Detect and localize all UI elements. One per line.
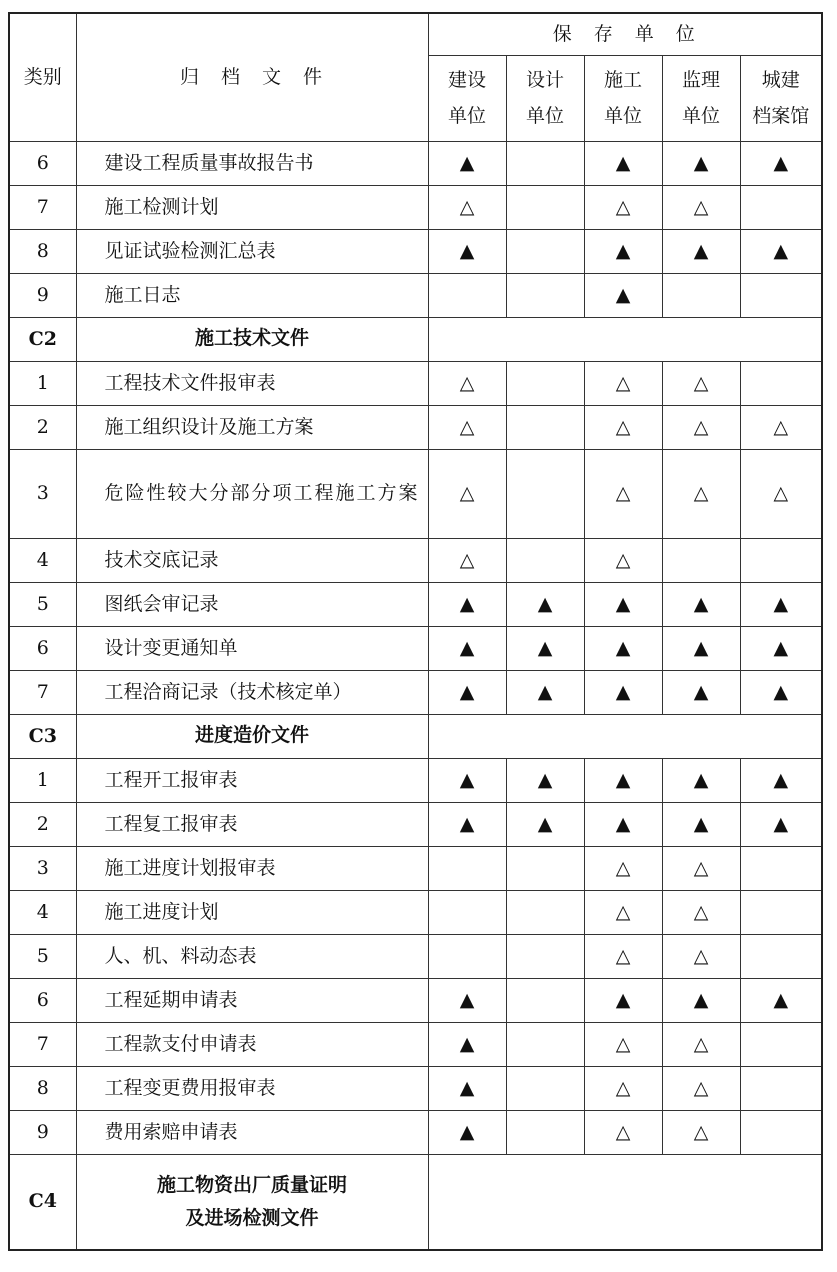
mark-supervisor: △ (662, 846, 740, 890)
table-row (9, 361, 822, 405)
section-row (9, 714, 822, 758)
row-number: 5 (9, 582, 76, 626)
mark-designer (506, 273, 584, 317)
mark-archive (740, 361, 822, 405)
row-number: 6 (9, 626, 76, 670)
document-name: 设计变更通知单 (76, 626, 428, 670)
section-title: 施工物资出厂质量证明 及进场检测文件 (76, 1154, 428, 1250)
mark-supervisor: ▲ (662, 229, 740, 273)
mark-contractor: ▲ (584, 626, 662, 670)
header-retention-group: 保存单位 (428, 13, 822, 55)
row-number: 4 (9, 890, 76, 934)
mark-supervisor (662, 538, 740, 582)
mark-contractor: ▲ (584, 758, 662, 802)
mark-archive: ▲ (740, 141, 822, 185)
mark-archive: ▲ (740, 582, 822, 626)
document-name: 技术交底记录 (76, 538, 428, 582)
mark-contractor: ▲ (584, 273, 662, 317)
mark-contractor: ▲ (584, 670, 662, 714)
mark-owner: ▲ (428, 1110, 506, 1154)
mark-owner: ▲ (428, 802, 506, 846)
row-number: 7 (9, 670, 76, 714)
mark-supervisor: △ (662, 1022, 740, 1066)
document-name: 工程技术文件报审表 (76, 361, 428, 405)
mark-owner (428, 273, 506, 317)
mark-owner: △ (428, 538, 506, 582)
section-blank-cell (428, 714, 822, 758)
mark-designer: ▲ (506, 582, 584, 626)
row-number: 7 (9, 185, 76, 229)
table-row (9, 846, 822, 890)
mark-designer (506, 1110, 584, 1154)
row-number: 3 (9, 846, 76, 890)
header-unit-designer: 设计 单位 (506, 55, 584, 141)
row-number: 8 (9, 1066, 76, 1110)
mark-contractor: ▲ (584, 978, 662, 1022)
document-name: 工程变更费用报审表 (76, 1066, 428, 1110)
mark-supervisor: △ (662, 1066, 740, 1110)
table-body (9, 141, 822, 1250)
mark-owner: △ (428, 361, 506, 405)
header-unit-contractor: 施工 单位 (584, 55, 662, 141)
mark-supervisor: △ (662, 405, 740, 449)
mark-archive (740, 1110, 822, 1154)
mark-owner: ▲ (428, 1066, 506, 1110)
section-code: C3 (9, 714, 76, 758)
mark-supervisor: △ (662, 361, 740, 405)
header-category: 类别 (9, 13, 76, 141)
mark-supervisor: △ (662, 185, 740, 229)
section-row (9, 317, 822, 361)
mark-owner (428, 846, 506, 890)
table-row (9, 1110, 822, 1154)
mark-contractor: △ (584, 846, 662, 890)
mark-archive (740, 1066, 822, 1110)
mark-designer (506, 934, 584, 978)
document-name: 工程款支付申请表 (76, 1022, 428, 1066)
mark-designer (506, 361, 584, 405)
mark-designer (506, 890, 584, 934)
mark-archive: ▲ (740, 758, 822, 802)
document-name: 工程复工报审表 (76, 802, 428, 846)
document-name: 危险性较大分部分项工程施工方案 (76, 449, 428, 538)
mark-owner (428, 934, 506, 978)
section-blank-cell (428, 1154, 822, 1250)
section-title: 施工技术文件 (76, 317, 428, 361)
mark-archive (740, 890, 822, 934)
mark-owner: △ (428, 185, 506, 229)
mark-supervisor: △ (662, 1110, 740, 1154)
document-name: 施工进度计划报审表 (76, 846, 428, 890)
mark-archive (740, 273, 822, 317)
mark-designer: ▲ (506, 670, 584, 714)
mark-contractor: △ (584, 1066, 662, 1110)
header-row-group (9, 13, 822, 55)
mark-designer (506, 1066, 584, 1110)
mark-contractor: △ (584, 934, 662, 978)
mark-owner: ▲ (428, 670, 506, 714)
document-name: 费用索赔申请表 (76, 1110, 428, 1154)
mark-archive: ▲ (740, 978, 822, 1022)
mark-owner: △ (428, 449, 506, 538)
mark-designer (506, 538, 584, 582)
row-number: 3 (9, 449, 76, 538)
header-unit-supervisor: 监理 单位 (662, 55, 740, 141)
row-number: 5 (9, 934, 76, 978)
document-name: 施工组织设计及施工方案 (76, 405, 428, 449)
table-row (9, 934, 822, 978)
row-number: 2 (9, 802, 76, 846)
mark-owner: ▲ (428, 582, 506, 626)
mark-archive: ▲ (740, 626, 822, 670)
mark-designer (506, 229, 584, 273)
mark-supervisor: ▲ (662, 670, 740, 714)
mark-contractor: ▲ (584, 229, 662, 273)
header-document: 归档文件 (76, 13, 428, 141)
mark-archive: △ (740, 405, 822, 449)
row-number: 1 (9, 361, 76, 405)
mark-designer (506, 449, 584, 538)
mark-designer: ▲ (506, 802, 584, 846)
table-row (9, 229, 822, 273)
document-name: 施工进度计划 (76, 890, 428, 934)
mark-archive (740, 1022, 822, 1066)
archive-table (8, 12, 823, 1251)
document-name: 图纸会审记录 (76, 582, 428, 626)
document-name: 见证试验检测汇总表 (76, 229, 428, 273)
mark-designer (506, 405, 584, 449)
mark-designer (506, 185, 584, 229)
document-name: 施工检测计划 (76, 185, 428, 229)
row-number: 4 (9, 538, 76, 582)
table-row (9, 802, 822, 846)
mark-archive (740, 538, 822, 582)
section-blank-cell (428, 317, 822, 361)
mark-owner: ▲ (428, 978, 506, 1022)
section-row (9, 1154, 822, 1250)
mark-designer (506, 141, 584, 185)
table-row (9, 582, 822, 626)
mark-designer (506, 1022, 584, 1066)
mark-owner: ▲ (428, 626, 506, 670)
mark-owner: ▲ (428, 758, 506, 802)
mark-supervisor: ▲ (662, 626, 740, 670)
mark-supervisor: △ (662, 934, 740, 978)
mark-supervisor: △ (662, 890, 740, 934)
mark-archive: ▲ (740, 802, 822, 846)
document-name: 人、机、料动态表 (76, 934, 428, 978)
mark-supervisor: ▲ (662, 978, 740, 1022)
section-code: C4 (9, 1154, 76, 1250)
mark-archive: ▲ (740, 229, 822, 273)
table-row (9, 141, 822, 185)
mark-owner: ▲ (428, 141, 506, 185)
document-name: 施工日志 (76, 273, 428, 317)
row-number: 9 (9, 1110, 76, 1154)
mark-owner: △ (428, 405, 506, 449)
mark-owner (428, 890, 506, 934)
mark-archive (740, 846, 822, 890)
row-number: 2 (9, 405, 76, 449)
table-row (9, 1022, 822, 1066)
table-row (9, 758, 822, 802)
row-number: 6 (9, 141, 76, 185)
mark-archive: △ (740, 449, 822, 538)
mark-contractor: △ (584, 361, 662, 405)
mark-supervisor: ▲ (662, 141, 740, 185)
table-row (9, 405, 822, 449)
header-unit-archive: 城建 档案馆 (740, 55, 822, 141)
mark-archive: ▲ (740, 670, 822, 714)
mark-contractor: ▲ (584, 582, 662, 626)
table-row (9, 670, 822, 714)
header-unit-owner: 建设 单位 (428, 55, 506, 141)
table-row (9, 449, 822, 538)
mark-owner: ▲ (428, 1022, 506, 1066)
document-name: 工程延期申请表 (76, 978, 428, 1022)
mark-contractor: △ (584, 890, 662, 934)
mark-supervisor: ▲ (662, 582, 740, 626)
table-row (9, 1066, 822, 1110)
row-number: 6 (9, 978, 76, 1022)
row-number: 9 (9, 273, 76, 317)
table-row (9, 626, 822, 670)
mark-designer: ▲ (506, 626, 584, 670)
mark-contractor: ▲ (584, 802, 662, 846)
mark-archive (740, 185, 822, 229)
table-row (9, 538, 822, 582)
row-number: 7 (9, 1022, 76, 1066)
table-row (9, 890, 822, 934)
row-number: 8 (9, 229, 76, 273)
mark-contractor: △ (584, 405, 662, 449)
document-name: 工程开工报审表 (76, 758, 428, 802)
mark-owner: ▲ (428, 229, 506, 273)
table-row (9, 978, 822, 1022)
mark-contractor: △ (584, 1110, 662, 1154)
mark-supervisor: △ (662, 449, 740, 538)
mark-contractor: ▲ (584, 141, 662, 185)
mark-designer (506, 846, 584, 890)
row-number: 1 (9, 758, 76, 802)
section-code: C2 (9, 317, 76, 361)
document-name: 建设工程质量事故报告书 (76, 141, 428, 185)
mark-supervisor (662, 273, 740, 317)
mark-designer (506, 978, 584, 1022)
table-row (9, 273, 822, 317)
mark-contractor: △ (584, 1022, 662, 1066)
section-title: 进度造价文件 (76, 714, 428, 758)
mark-supervisor: ▲ (662, 758, 740, 802)
table-row (9, 185, 822, 229)
mark-contractor: △ (584, 538, 662, 582)
mark-contractor: △ (584, 185, 662, 229)
mark-designer: ▲ (506, 758, 584, 802)
mark-archive (740, 934, 822, 978)
mark-supervisor: ▲ (662, 802, 740, 846)
document-name: 工程洽商记录（技术核定单） (76, 670, 428, 714)
mark-contractor: △ (584, 449, 662, 538)
